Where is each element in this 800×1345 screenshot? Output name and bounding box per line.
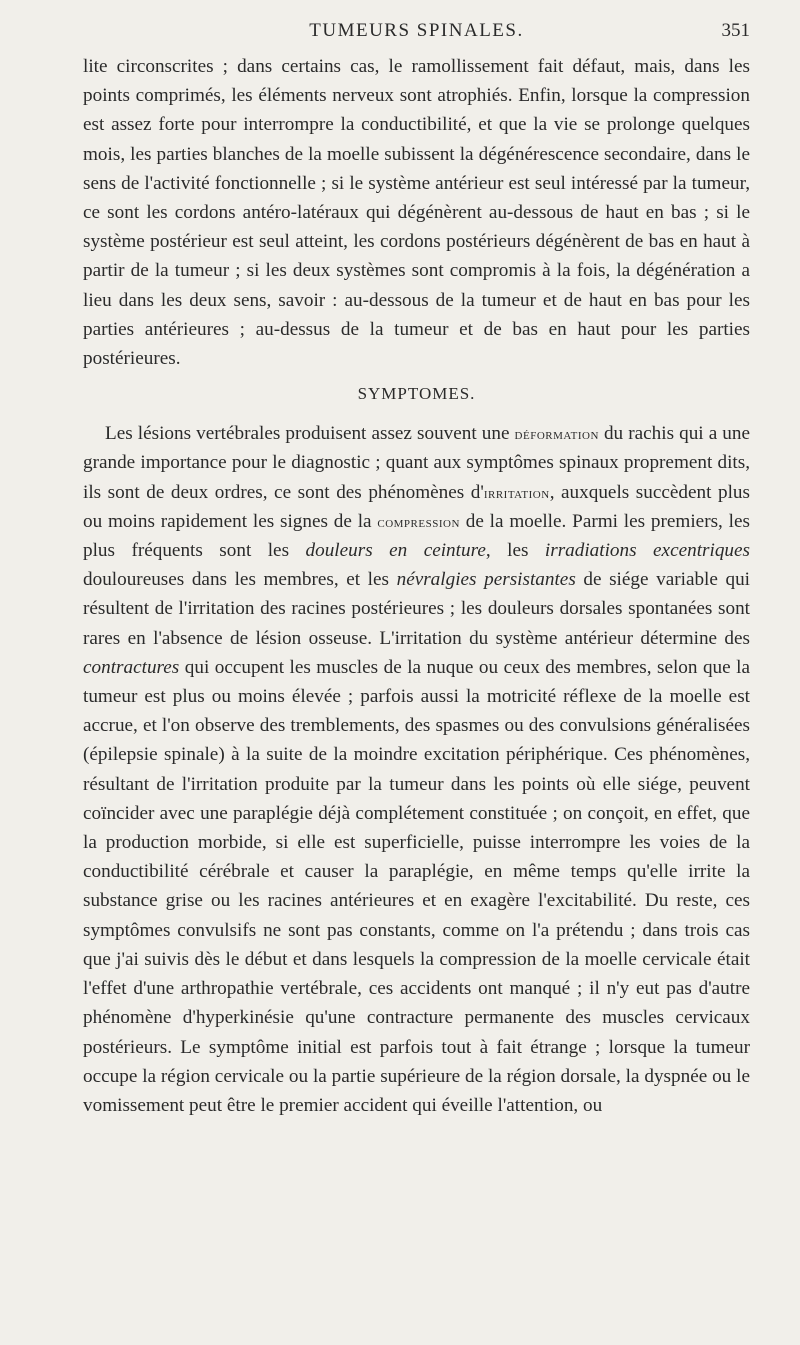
- paragraph-symptomes: [83, 419, 750, 1120]
- paragraph-continued: lite circonscrites ; dans certains cas, le ramollissement fait défaut, mais, dans les points comprimés, les éléments nerveux sont atrophiés. Enfin, lorsque la compression est assez forte pour interrompre la conductibilité, et que la vie se prolonge quelques mois, les parties blanches de la moelle subissent la dégénérescence secondaire, dans le sens de l'activité fonctionnelle ; si le système antérieur est seul intéressé par la tumeur, ce sont les cordons antéro-latéraux qui dégénèrent au-dessous de haut en bas ; si le système postérieur est seul atteint, les cordons postérieurs dégénèrent de bas en haut à partir de la tumeur ; si les deux systèmes sont compromis à la fois, la dégénération a lieu dans les deux sens, savoir : au-dessous de la tumeur et de haut en bas pour les parties antérieures ; au-dessus de la tumeur et de bas en haut pour les parties postérieures.: [83, 56, 750, 370]
- text-run: du rachis qui a une grande importance pour le diagnostic ; quant aux symptômes spinaux proprement dits, ils sont de deux ordres, ce sont des phénomènes d': [83, 423, 750, 503]
- page-number: 351: [721, 20, 750, 41]
- text-run: Les lésions vertébrales produisent assez souvent une: [105, 423, 515, 445]
- text-run: de la moelle. Parmi les premiers, les plus fréquents sont les: [83, 510, 750, 562]
- term-deformation: déformation: [514, 424, 599, 444]
- term-nevralgies-persistantes: névralgies persistantes: [396, 569, 576, 591]
- term-irradiations-excentriques: irradiations excentriques: [544, 540, 750, 562]
- term-douleurs-en-ceinture: douleurs en ceinture: [305, 540, 486, 562]
- text-run: de siége variable qui résultent de l'irritation des racines postérieures ; les douleurs dorsales spontanées sont rares en l'absence de lésion osseuse. L'irritation du système antérieur détermine des: [83, 569, 751, 649]
- text-run: , les: [485, 540, 545, 562]
- term-irritation: irritation: [483, 482, 550, 502]
- term-contractures: contractures: [83, 656, 180, 678]
- section-heading: SYMPTOMES.: [357, 384, 476, 404]
- text-run: qui occupent les muscles de la nuque ou ceux des membres, selon que la tumeur est plus ou moins élevée ; parfois aussi la motricité réflexe de la moelle est accrue, et l'on observe des tremblements, des spasmes ou des convulsions généralisées (épilepsie spinale) à la suite de la moindre excitation périphérique. Ces phénomènes, résultant de l'irritation produite par la tumeur dans les points où elle siége, peuvent coïncider avec une paraplégie déjà complétement constituée ; on conçoit, en effet, que la production morbide, si elle est superficielle, puisse interrompre les voies de la conductibilité cérébrale et causer la paraplégie, en même temps qu'elle irrite la substance grise ou les racines antérieures et en exagère l'excitabilité. Du reste, ces symptômes convulsifs ne sont pas constants, comme on l'a prétendu ; dans trois cas que j'ai suivis dès le début et dans lesquels la compression de la moelle cervicale était l'effet d'une arthropathie vertébrale, ces accidents ont manqué ; il n'y eut pas d'autre phénomène d'hyperkinésie qu'une contracture permanente des muscles cervicaux postérieurs. Le symptôme initial est parfois tout à fait étrange ; lorsque la tumeur occupe la région cervicale ou la partie supérieure de la région dorsale, la dyspnée ou le vomissement peut être le premier accident qui éveille l'attention, ou: [83, 656, 750, 1116]
- text-run: , auxquels succèdent plus ou moins rapidement les signes de la: [83, 481, 750, 532]
- running-header: [83, 12, 750, 52]
- term-compression: compression: [377, 511, 460, 531]
- running-title: TUMEURS SPINALES.: [309, 20, 524, 41]
- text-run: douloureuses dans les membres, et les: [83, 569, 397, 591]
